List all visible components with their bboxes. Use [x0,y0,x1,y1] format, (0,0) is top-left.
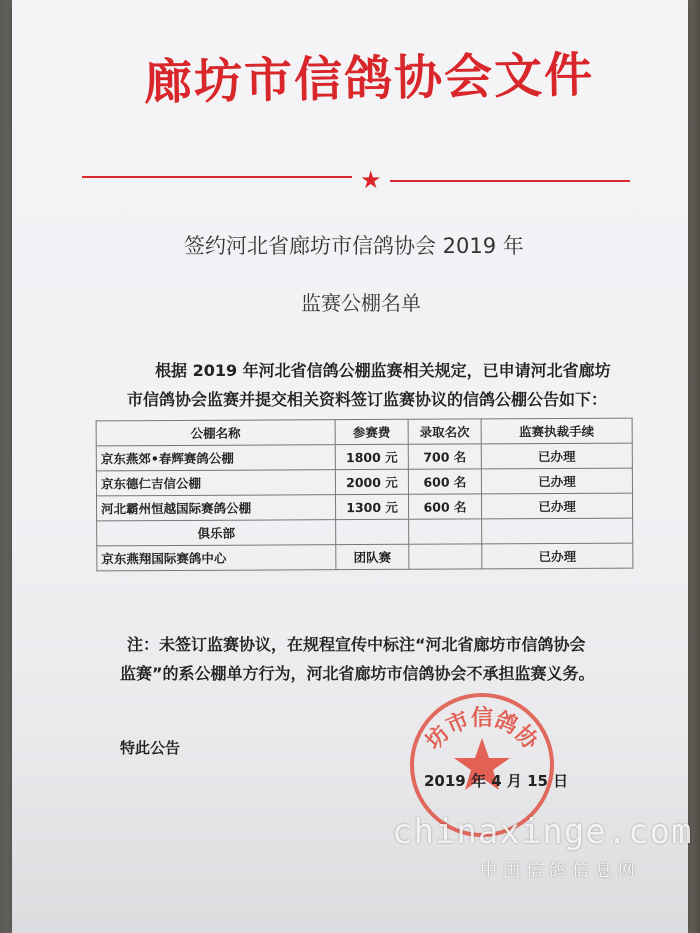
table-cell: 1800 元 [335,444,408,469]
closing-remark: 特此公告 [120,739,181,757]
table-cell: 河北霸州恒越国际赛鸽公棚 [97,495,336,521]
document-subtitle-2: 监赛公棚名单 [301,291,421,315]
header-star-icon: ★ [360,166,382,194]
table-cell: 已办理 [481,468,632,494]
header-rule-left [82,176,352,178]
table-cell: 600 名 [408,494,481,519]
note-line-1: 注：未签订监赛协议，在规程宣传中标注“河北省廊坊市信鸽协会 [127,635,586,654]
intro-paragraph-line-1: 根据 2019 年河北省信鸽公棚监赛相关规定，已申请河北省廊坊 [155,361,611,380]
table-cell: 已办理 [481,493,632,519]
table-header-row [96,418,632,446]
table-row [97,543,633,571]
table-header-cell: 监赛执裁手续 [481,418,632,444]
table-row [97,493,633,521]
note-line-2: 监赛”的系公棚单方行为，河北省廊坊市信鸽协会不承担监赛义务。 [120,664,595,683]
table-cell [409,519,482,544]
table-row [97,518,633,546]
header-rule-right [390,180,630,182]
watermark-domain: chinaxinge.com [392,812,693,852]
table-cell: 已办理 [481,443,632,469]
watermark-site-name: 中国信鸽信息网 [480,861,641,881]
document-subtitle: 签约河北省廊坊市信鸽协会 2019 年 [184,234,524,258]
table-cell: 团队赛 [336,544,409,569]
loft-table [96,418,634,572]
table-cell: 2000 元 [335,469,408,494]
table-cell: 京东德仁吉信公棚 [96,470,335,496]
table-row [96,468,632,496]
intro-paragraph-line-2: 市信鸽协会监赛并提交相关资料签订监赛协议的信鸽公棚公告如下： [127,390,608,409]
document-page [12,0,693,933]
table-header-cell: 参赛费 [335,419,408,444]
table-cell: 俱乐部 [97,520,336,546]
table-cell: 京东燕郊•春辉赛鸽公棚 [96,445,335,471]
table-cell [336,519,409,544]
table-row [96,443,632,471]
table-cell: 1300 元 [336,494,409,519]
document-header-title: 廊坊市信鸽协会文件 [143,47,595,111]
table-cell: 600 名 [408,469,481,494]
table-cell: 京东燕翔国际赛鸽中心 [97,545,336,571]
table-cell [409,544,482,569]
table-cell: 已办理 [482,543,633,569]
table-cell [482,518,633,544]
table-cell: 700 名 [408,444,481,469]
document-date: 2019 年 4 月 15 日 [424,772,569,790]
seal-text: 坊市信鸽协 [420,705,544,755]
table-header-cell: 录取名次 [408,419,481,444]
table-header-cell: 公棚名称 [96,420,335,446]
